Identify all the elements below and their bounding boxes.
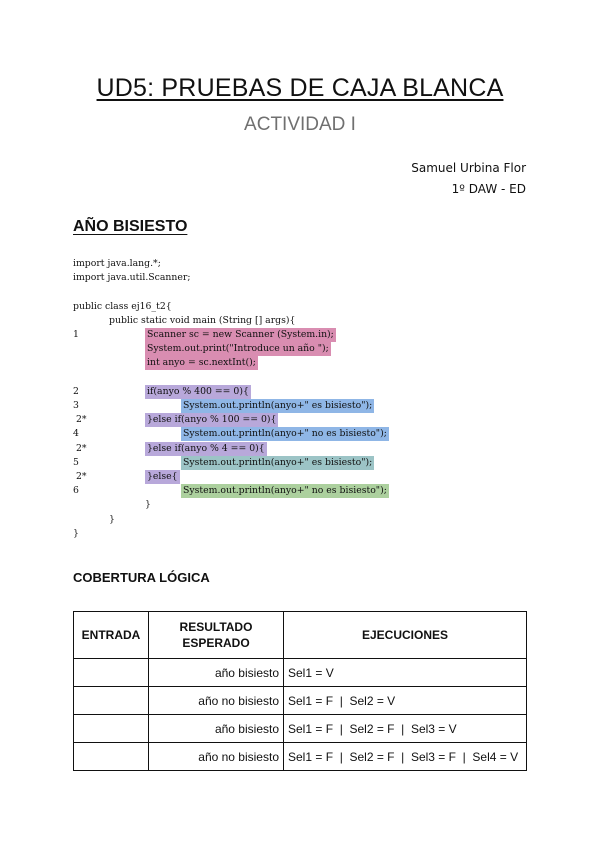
section-title: AÑO BISIESTO <box>73 218 188 235</box>
code-line <box>73 257 533 271</box>
code-line <box>73 328 533 342</box>
code-line <box>73 484 533 498</box>
table-header-row <box>74 612 527 659</box>
line-number: 2* <box>73 414 87 426</box>
line-number: 2* <box>73 442 87 454</box>
cell-entrada <box>74 687 149 715</box>
code-line <box>73 371 533 385</box>
cell-entrada <box>74 659 149 687</box>
cell-entrada <box>74 715 149 743</box>
code-line <box>73 456 533 470</box>
cell-resultado: año no bisiesto <box>149 743 284 771</box>
code-text: System.out.print("Introduce un año "); <box>147 343 329 355</box>
code-text: } <box>145 499 151 511</box>
coverage-table <box>73 611 527 771</box>
line-number: 4 <box>73 428 79 440</box>
line-number: 6 <box>73 485 79 497</box>
line-number: 5 <box>73 456 79 468</box>
code-text: int anyo = sc.nextInt(); <box>147 357 256 369</box>
code-text: Scanner sc = new Scanner (System.in); <box>147 329 334 340</box>
document-subtitle: ACTIVIDAD I <box>244 114 356 135</box>
code-line <box>73 399 533 413</box>
code-text: System.out.println(anyo+" no es bisiesto"); <box>183 485 387 497</box>
author-name: Samuel Urbina Flor <box>411 161 526 175</box>
code-line <box>73 427 533 441</box>
line-number: 1 <box>73 329 79 340</box>
code-line <box>73 470 533 484</box>
code-text: import java.lang.*; <box>73 258 161 269</box>
cell-resultado: año bisiesto <box>149 659 284 687</box>
code-text: if(anyo % 400 == 0){ <box>147 385 249 397</box>
code-line <box>73 498 533 512</box>
table-row <box>74 715 527 743</box>
author-course: 1º DAW - ED <box>451 182 526 196</box>
document-title: UD5: PRUEBAS DE CAJA BLANCA <box>96 74 504 102</box>
author-block <box>411 158 526 200</box>
header-entrada: ENTRADA <box>74 612 149 659</box>
code-line <box>73 442 533 456</box>
line-number: 2* <box>73 471 87 482</box>
header-resultado: RESULTADO ESPERADO <box>149 612 284 659</box>
code-line <box>73 385 533 399</box>
line-number: 3 <box>73 400 79 411</box>
cell-ejecuciones: Sel1 = V <box>284 659 527 687</box>
table-row <box>74 743 527 771</box>
code-line <box>73 271 533 285</box>
code-line <box>73 342 533 356</box>
cell-ejecuciones: Sel1 = F | Sel2 = V <box>284 687 527 715</box>
code-text: }else if(anyo % 4 == 0){ <box>147 442 265 454</box>
code-line <box>73 513 533 527</box>
code-text: } <box>73 527 79 539</box>
code-text: System.out.println(anyo+" no es bisiesto"); <box>183 428 387 440</box>
coverage-title: COBERTURA LÓGICA <box>73 570 210 585</box>
cell-resultado: año no bisiesto <box>149 687 284 715</box>
header-ejecuciones: EJECUCIONES <box>284 612 527 659</box>
code-text: }else{ <box>147 471 178 482</box>
code-line <box>73 300 533 314</box>
code-text: System.out.println(anyo+" es bisiesto"); <box>183 456 373 468</box>
code-text: }else if(anyo % 100 == 0){ <box>147 414 277 426</box>
code-line <box>73 356 533 370</box>
code-line <box>73 314 533 328</box>
code-line <box>73 527 533 541</box>
cell-ejecuciones: Sel1 = F | Sel2 = F | Sel3 = V <box>284 715 527 743</box>
cell-ejecuciones: Sel1 = F | Sel2 = F | Sel3 = F | Sel4 = V <box>284 743 527 771</box>
code-text: public class ej16_t2{ <box>73 300 172 312</box>
code-text: System.out.println(anyo+" es bisiesto"); <box>183 400 373 411</box>
cell-entrada <box>74 743 149 771</box>
cell-resultado: año bisiesto <box>149 715 284 743</box>
code-text: } <box>109 513 115 525</box>
code-line <box>73 413 533 427</box>
table-row <box>74 659 527 687</box>
line-number: 2 <box>73 385 79 397</box>
code-text: import java.util.Scanner; <box>73 272 191 284</box>
code-text: public static void main (String [] args){ <box>109 314 296 326</box>
code-line <box>73 285 533 299</box>
table-row <box>74 687 527 715</box>
